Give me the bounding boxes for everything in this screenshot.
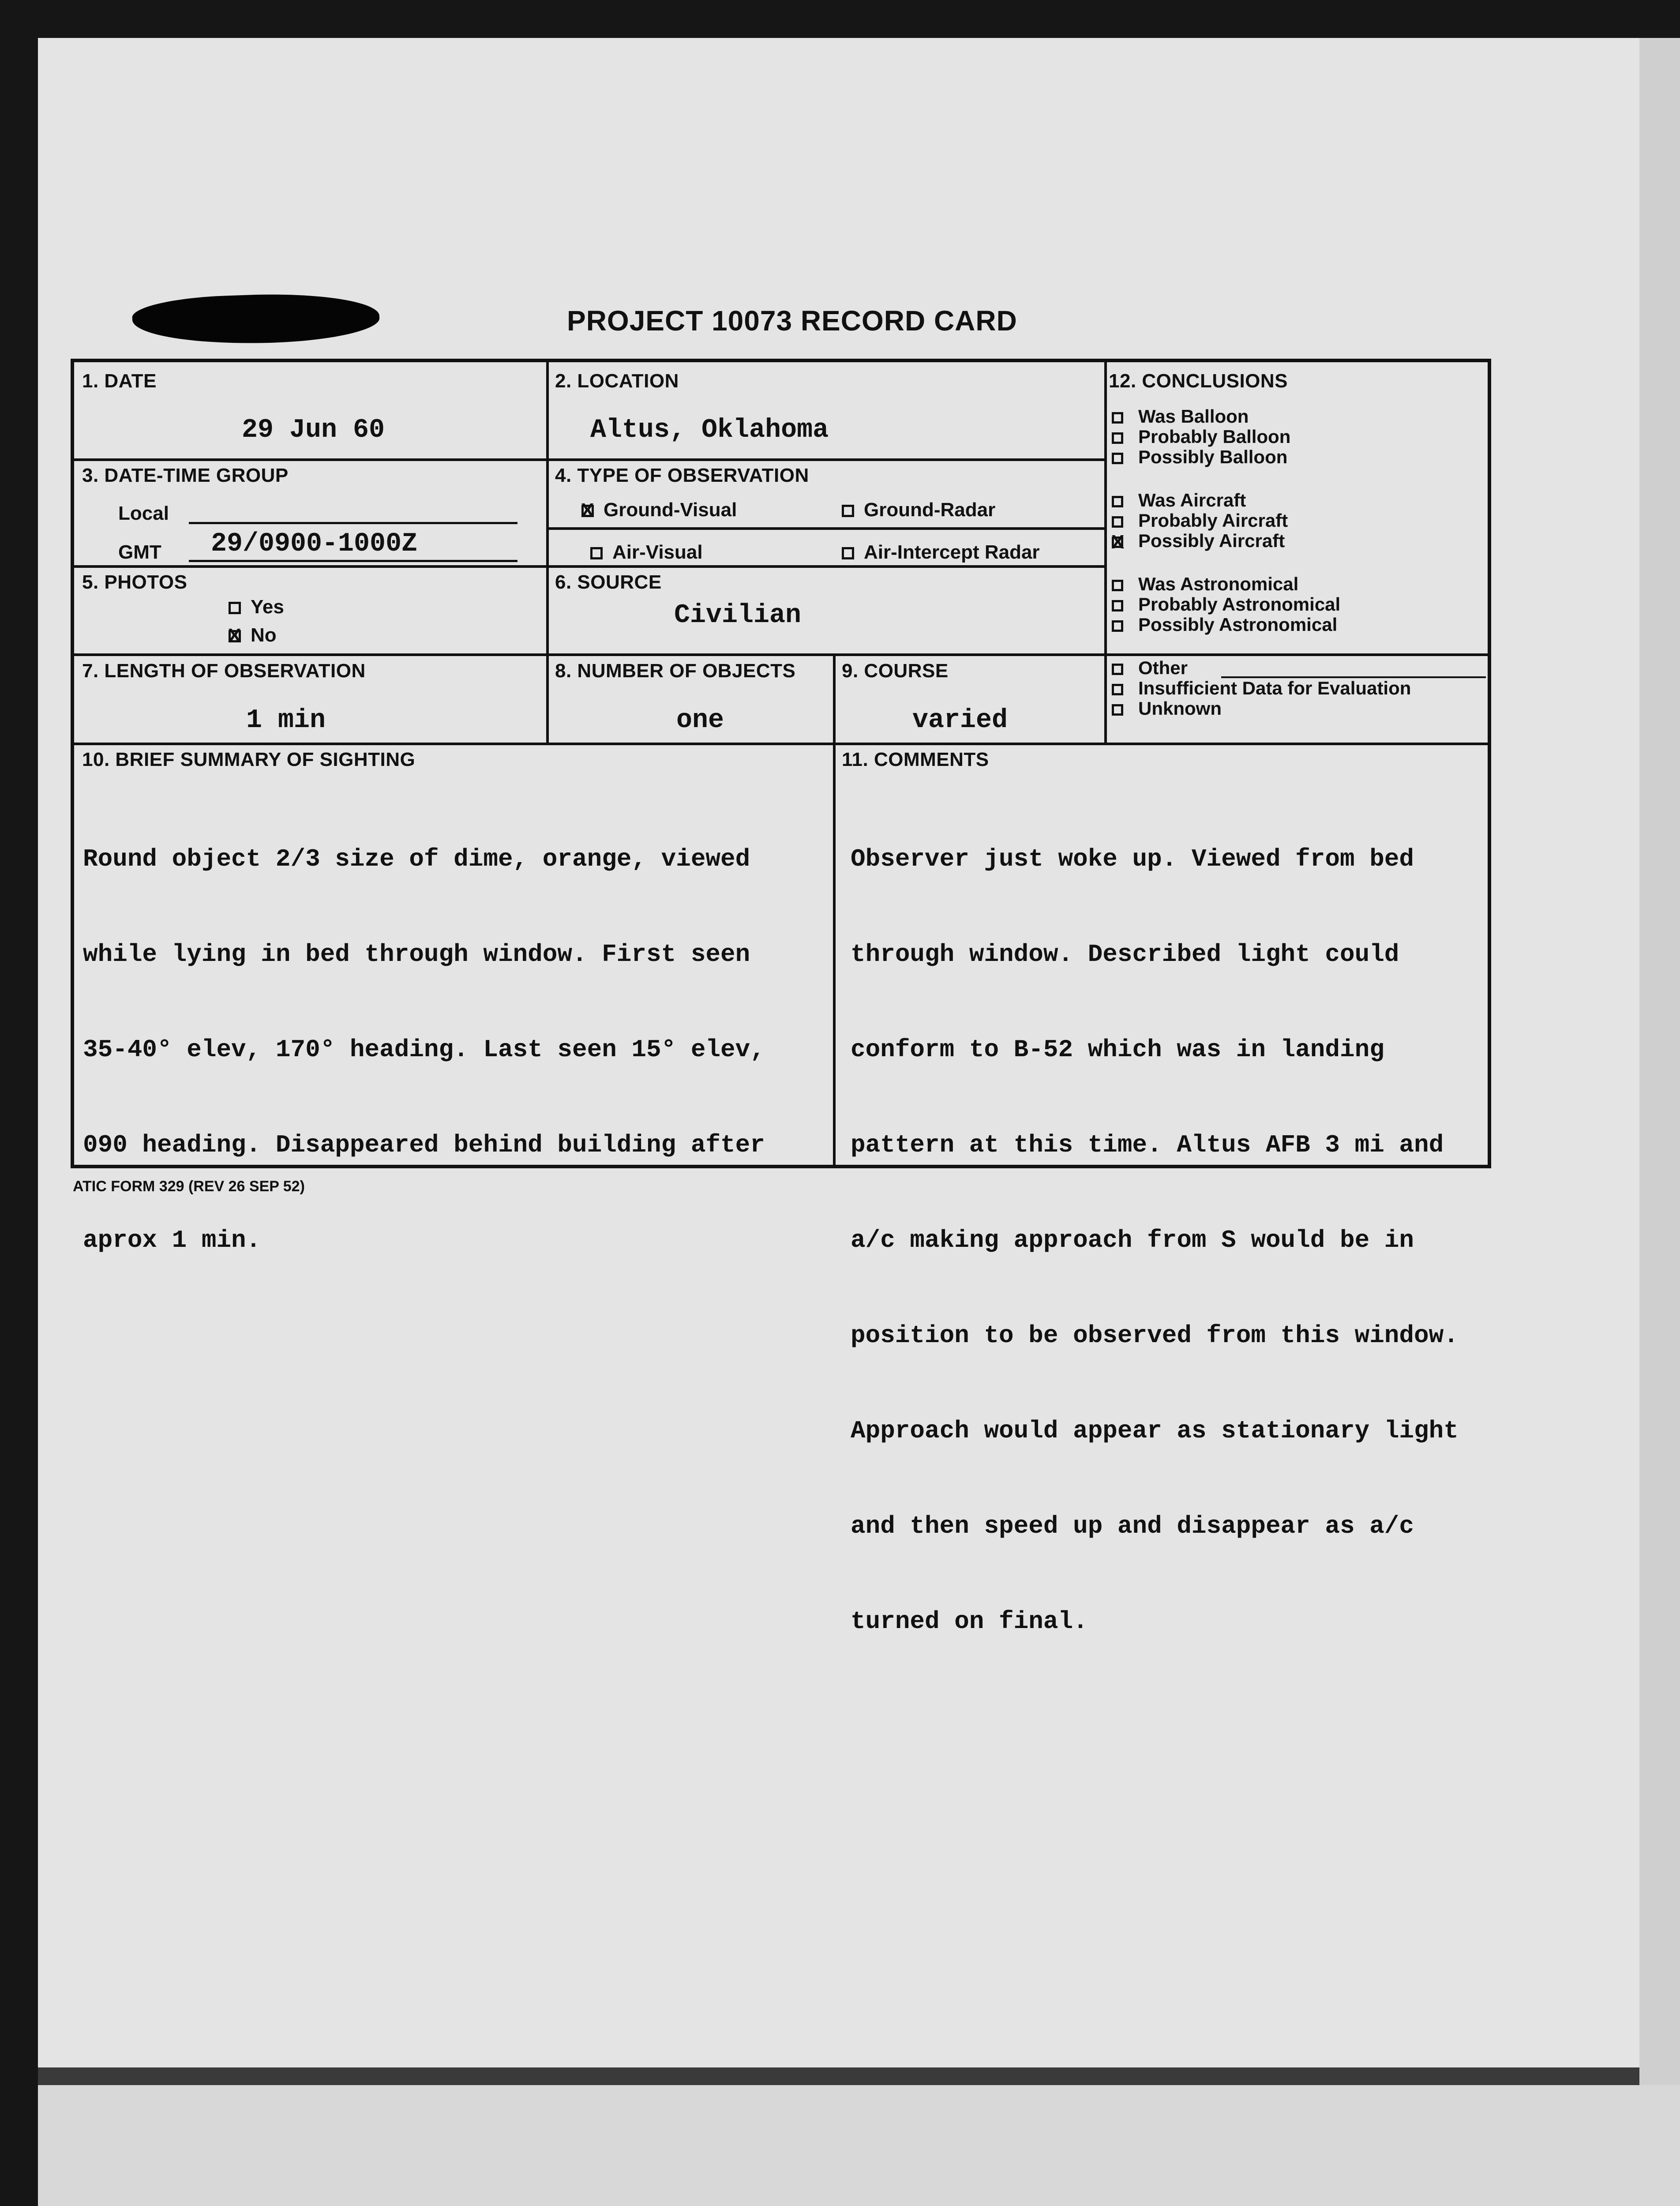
form-footer: ATIC FORM 329 (REV 26 SEP 52): [73, 1178, 305, 1195]
row-divider-4: [74, 653, 1490, 656]
obs-ground-visual[interactable]: [581, 499, 737, 521]
comments-line: conform to B-52 which was in landing: [851, 1035, 1384, 1064]
photos-yes[interactable]: [229, 596, 284, 618]
obs-ground-visual-label: Ground-Visual: [604, 499, 737, 521]
summary-line: aprox 1 min.: [83, 1226, 261, 1254]
checkbox-possibly-astronomical[interactable]: [1112, 620, 1123, 632]
summary-text: [83, 780, 765, 1320]
obs-air-intercept-radar[interactable]: [842, 541, 1040, 563]
conclusion-possibly-aircraft-label: Possibly Aircraft: [1138, 530, 1285, 551]
obs-air-visual-label: Air-Visual: [612, 541, 703, 563]
conclusion-probably-balloon[interactable]: [1112, 427, 1290, 447]
source-value: Civilian: [674, 600, 802, 630]
objects-value: one: [676, 705, 724, 735]
course-label: 9. COURSE: [842, 660, 949, 682]
conclusion-possibly-astronomical-label: Possibly Astronomical: [1138, 614, 1338, 635]
summary-line: while lying in bed through window. First seen: [83, 940, 750, 968]
conclusion-unknown[interactable]: [1112, 698, 1222, 719]
row-divider-1: [74, 458, 1104, 461]
comments-label: 11. COMMENTS: [842, 749, 989, 770]
observation-type-label: 4. TYPE OF OBSERVATION: [555, 465, 809, 486]
dtg-local-underline: [189, 522, 518, 524]
checkbox-insufficient-data[interactable]: [1112, 684, 1123, 695]
conclusion-was-balloon-label: Was Balloon: [1138, 406, 1249, 427]
obs-ground-radar[interactable]: [842, 499, 995, 521]
length-value: 1 min: [246, 705, 326, 735]
length-label: 7. LENGTH OF OBSERVATION: [82, 660, 366, 682]
checkbox-unknown[interactable]: [1112, 704, 1123, 716]
conclusion-other[interactable]: [1112, 658, 1188, 678]
conclusion-insufficient-data-label: Insufficient Data for Evaluation: [1138, 678, 1411, 698]
scan-edge-strip: [1639, 38, 1680, 2085]
checkbox-probably-aircraft[interactable]: [1112, 516, 1123, 528]
checkbox-ground-radar[interactable]: [842, 505, 854, 517]
source-label: 6. SOURCE: [555, 571, 662, 593]
obs-air-intercept-radar-label: Air-Intercept Radar: [864, 541, 1040, 563]
checkbox-air-intercept-radar[interactable]: [842, 547, 854, 559]
comments-line: Approach would appear as stationary light: [851, 1417, 1459, 1445]
obs-ground-radar-label: Ground-Radar: [864, 499, 996, 521]
location-value: Altus, Oklahoma: [590, 415, 829, 445]
col-divider-3: [1104, 362, 1107, 743]
photos-no[interactable]: [229, 624, 277, 646]
conclusion-probably-astronomical[interactable]: [1112, 594, 1340, 615]
paper-shadow: [38, 2067, 1639, 2085]
dtg-gmt-label: GMT: [118, 541, 161, 563]
photos-yes-label: Yes: [251, 596, 284, 618]
dtg-label: 3. DATE-TIME GROUP: [82, 465, 289, 486]
conclusion-was-astronomical-label: Was Astronomical: [1138, 574, 1299, 594]
conclusion-other-label: Other: [1138, 657, 1188, 678]
checkbox-photos-no[interactable]: [229, 630, 241, 642]
checkbox-was-balloon[interactable]: [1112, 412, 1123, 424]
checkbox-probably-balloon[interactable]: [1112, 432, 1123, 444]
objects-label: 8. NUMBER OF OBJECTS: [555, 660, 796, 682]
checkbox-was-astronomical[interactable]: [1112, 580, 1123, 591]
comments-text: [851, 780, 1459, 1701]
photos-label: 5. PHOTOS: [82, 571, 188, 593]
checkbox-air-visual[interactable]: [590, 547, 603, 559]
date-label: 1. DATE: [82, 370, 157, 392]
date-value: 29 Jun 60: [242, 415, 385, 445]
col-divider-2: [833, 653, 836, 1165]
checkbox-other[interactable]: [1112, 664, 1123, 675]
comments-line: a/c making approach from S would be in: [851, 1226, 1414, 1254]
checkbox-probably-astronomical[interactable]: [1112, 600, 1123, 612]
row-divider-5: [74, 743, 1490, 745]
dtg-gmt-value: 29/0900-1000Z: [211, 529, 418, 559]
conclusion-was-astronomical[interactable]: [1112, 574, 1298, 594]
conclusion-probably-astronomical-label: Probably Astronomical: [1138, 594, 1341, 615]
conclusion-was-aircraft-label: Was Aircraft: [1138, 490, 1246, 510]
location-label: 2. LOCATION: [555, 370, 679, 392]
conclusion-probably-aircraft[interactable]: [1112, 510, 1288, 531]
conclusion-possibly-astronomical[interactable]: [1112, 615, 1337, 635]
comments-line: through window. Described light could: [851, 940, 1399, 968]
photos-no-label: No: [251, 624, 277, 646]
checkbox-photos-yes[interactable]: [229, 602, 241, 614]
card-title: PROJECT 10073 RECORD CARD: [567, 305, 1017, 337]
comments-line: position to be observed from this window.: [851, 1321, 1459, 1350]
dtg-local-label: Local: [118, 503, 169, 524]
comments-line: pattern at this time. Altus AFB 3 mi and: [851, 1131, 1444, 1159]
summary-line: 090 heading. Disappeared behind building after: [83, 1131, 765, 1159]
comments-line: Observer just woke up. Viewed from bed: [851, 845, 1414, 873]
conclusion-insufficient-data[interactable]: [1112, 678, 1411, 698]
dtg-gmt-underline: [189, 560, 518, 562]
summary-label: 10. BRIEF SUMMARY OF SIGHTING: [82, 749, 416, 770]
course-value: varied: [912, 705, 1008, 735]
conclusion-probably-aircraft-label: Probably Aircraft: [1138, 510, 1288, 531]
conclusion-possibly-balloon-label: Possibly Balloon: [1138, 446, 1288, 467]
checkbox-possibly-aircraft[interactable]: [1112, 536, 1123, 548]
backing-sheet: [38, 2085, 1680, 2206]
row-divider-2: [74, 565, 1104, 568]
conclusion-possibly-balloon[interactable]: [1112, 447, 1287, 467]
col-divider-1: [546, 362, 549, 743]
conclusion-probably-balloon-label: Probably Balloon: [1138, 426, 1291, 447]
conclusion-unknown-label: Unknown: [1138, 698, 1222, 719]
comments-line: turned on final.: [851, 1607, 1088, 1636]
obs-air-visual[interactable]: [590, 541, 703, 563]
conclusions-label: 12. CONCLUSIONS: [1109, 370, 1288, 392]
row-divider-3: [546, 527, 1104, 530]
conclusion-was-aircraft[interactable]: [1112, 490, 1246, 510]
checkbox-possibly-balloon[interactable]: [1112, 453, 1123, 464]
comments-line: and then speed up and disappear as a/c: [851, 1512, 1414, 1540]
summary-line: Round object 2/3 size of dime, orange, viewed: [83, 845, 750, 873]
checkbox-ground-visual[interactable]: [581, 505, 594, 517]
conclusion-possibly-aircraft[interactable]: [1112, 531, 1285, 551]
summary-line: 35-40° elev, 170° heading. Last seen 15° elev,: [83, 1035, 765, 1064]
checkbox-was-aircraft[interactable]: [1112, 496, 1123, 507]
conclusion-was-balloon[interactable]: [1112, 406, 1249, 427]
